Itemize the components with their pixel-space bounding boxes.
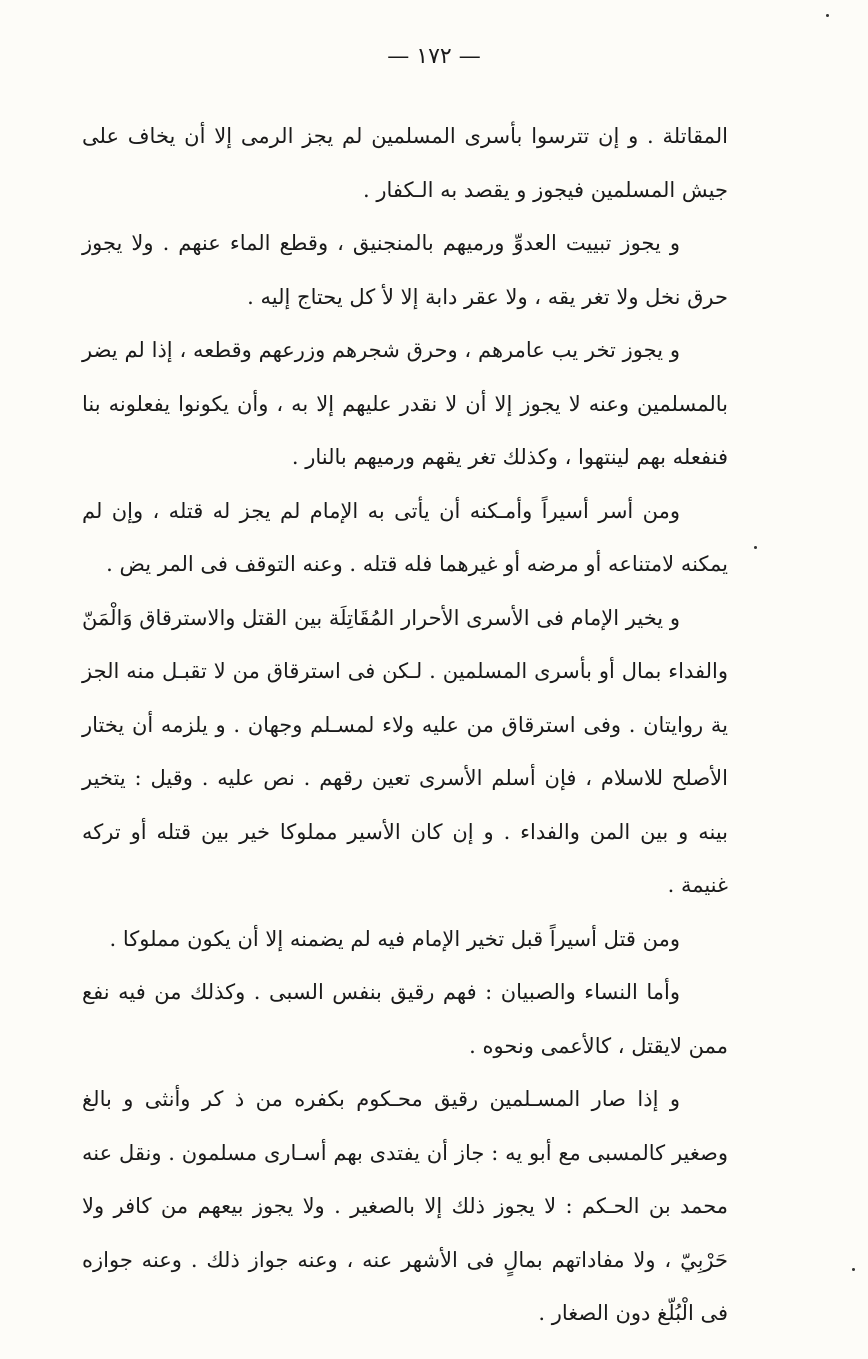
paragraph-7: وأما النساء والصبيان : فهم رقيق بنفس السبى . وكذلك من فيه نفع ممن لايقتل ، كالأعمى ونحوه . — [82, 980, 728, 1058]
paragraph-1: المقاتلة . و إن تترسوا بأسرى المسلمين لم يجز الرمى إلا أن يخاف على جيش المسلمين فيجوز و يقصد به الـكفار . — [82, 124, 728, 202]
paragraph-2: و يجوز تبييت العدوِّ ورميهم بالمنجنيق ، وقطع الماء عنهم . ولا يجوز حرق نخل ولا تغر يقه ، ولا عقر دابة إلا لأ كل يحتاج إليه . — [82, 231, 728, 309]
scan-speck — [852, 1268, 855, 1271]
paragraph-8: و إذا صار المسـلمين رقيق محـكوم بكفره من ذ كر وأنثى و بالغ وصغير كالمسبى مع أبو يه : جاز أن يفتدى بهم أسـارى مسلمون . ونقل عنه محمد بن الحـكم : لا يجوز ذلك إلا بالصغير . ولا يجوز بيعهم من كافر ولا حَرْبِيّ ، ولا مفاداتهم بمالٍ فى الأشهر عنه ، وعنه جواز ذلك . وعنه جوازه فى الْبُلّغ دون الصغار . — [82, 1087, 728, 1325]
body-text — [82, 110, 728, 1341]
paragraph-5: و يخير الإمام فى الأسرى الأحرار المُقَاتِلَة بين القتل والاسترقاق وَالْمَنّ والفداء بمال أو بأسرى المسلمين . لـكن فى استرقاق من لا تقبـل منه الجز ية روايتان . وفى استرقاق من عليه ولاء لمسـلم وجهان . و يلزمه أن يختار الأصلح للاسلام ، فإن أسلم الأسرى تعين رقهم . نص عليه . وقيل : يتخير بينه و بين المن والفداء . و إن كان الأسير مملوكا خير بين قتله أو تركه غنيمة . — [82, 605, 728, 897]
scan-speck — [826, 14, 829, 17]
paragraph-3: و يجوز تخر يب عامرهم ، وحرق شجرهم وزرعهم وقطعه ، إذا لم يضر بالمسلمين وعنه لا يجوز إلا أن لا نقدر عليهم إلا به ، وأن يكونوا يفعلونه بنا فنفعله بهم لينتهوا ، وكذلك تغر يقهم ورميهم بالنار . — [82, 338, 728, 469]
scan-speck — [754, 546, 757, 549]
paragraph-4: ومن أسر أسيراً وأمـكنه أن يأتى به الإمام لم يجز له قتله ، وإن لم يمكنه لامتناعه أو مرضه أو غيرهما فله قتله . وعنه التوقف فى المر يض . — [82, 498, 728, 576]
page-number: — ١٧٢ — — [387, 44, 481, 69]
paragraph-6: ومن قتل أسيراً قبل تخير الإمام فيه لم يضمنه إلا أن يكون مملوكا . — [109, 926, 680, 951]
